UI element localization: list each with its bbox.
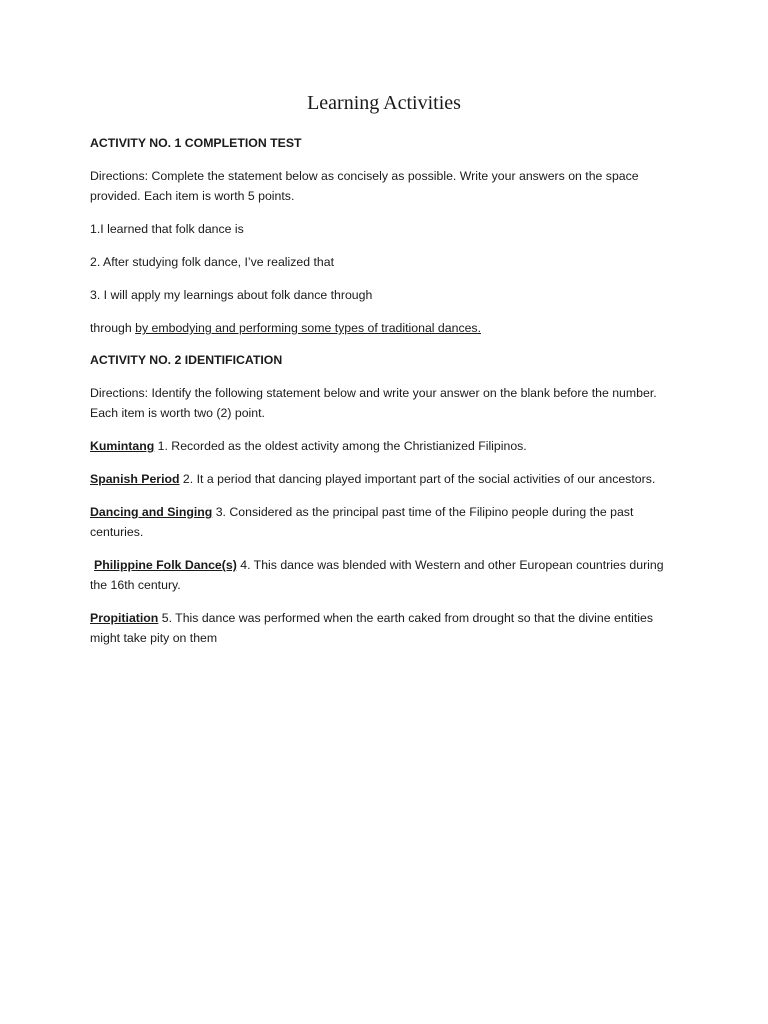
activity1-heading: ACTIVITY NO. 1 COMPLETION TEST [90, 136, 302, 150]
activity2-statement-2: 2. It a period that dancing played important part of the social activities of our ancestors. [179, 472, 656, 486]
activity2-statement-4: 4. This dance was blended with Western and other European countries during the 16th century. [90, 558, 664, 592]
activity2-directions: Directions: Identify the following statement below and write your answer on the blank before the number. Each item is worth two (2) point. [90, 386, 657, 420]
activity2-answer-3: Dancing and Singing [90, 505, 213, 519]
activity2-statement-1: 1. Recorded as the oldest activity among the Christianized Filipinos. [154, 439, 527, 453]
activity1-directions: Directions: Complete the statement below as concisely as possible. Write your answers on the space provided. Each item is worth 5 points. [90, 169, 639, 203]
activity2-answer-4: Philippine Folk Dance(s) [94, 558, 237, 572]
activity2-item-3 [90, 502, 682, 542]
activity2-answer-1: Kumintang [90, 439, 155, 453]
activity2-heading: ACTIVITY NO. 2 IDENTIFICATION [90, 353, 283, 367]
activity1-item2: 2. After studying folk dance, I’ve realized that [90, 255, 335, 269]
activity1-item3: 3. I will apply my learnings about folk dance through [90, 288, 373, 302]
activity1-item3-answer-prefix: through [90, 321, 136, 335]
page-title: Learning Activities [307, 92, 461, 114]
activity2-item-5 [90, 608, 682, 648]
activity2-statement-3: 3. Considered as the principal past time of the Filipino people during the past centuries. [90, 505, 634, 539]
activity2-item-4 [90, 555, 682, 595]
activity1-item3-answer-line [90, 318, 682, 338]
activity1-item1: 1.I learned that folk dance is [90, 222, 244, 236]
activity1-item3-answer: by embodying and performing some types of traditional dances. [135, 321, 481, 335]
activity2-answer-5: Propitiation [90, 611, 159, 625]
activity2-item-2 [90, 469, 682, 489]
activity2-item-1 [90, 436, 682, 456]
activity2-answer-2: Spanish Period [90, 472, 180, 486]
activity2-statement-5: 5. This dance was performed when the earth caked from drought so that the divine entities might take pity on them [90, 611, 653, 645]
